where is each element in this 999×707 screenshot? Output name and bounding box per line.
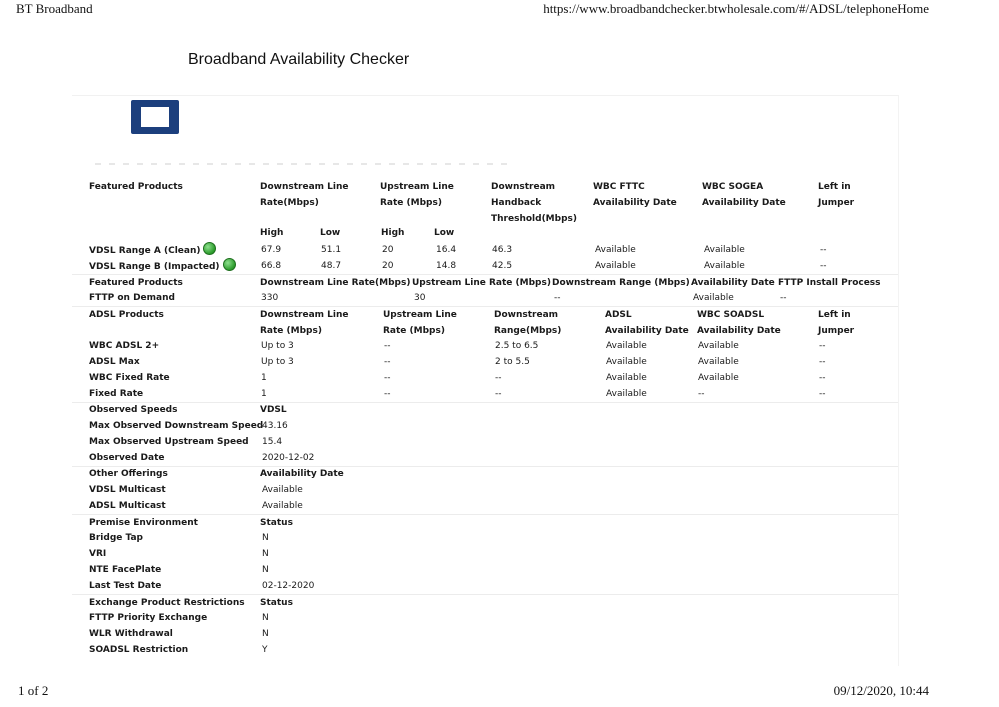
- table-cell: 2020-12-02: [262, 453, 315, 463]
- col-header-left-in-jumper: Left in Jumper: [818, 182, 855, 208]
- col-header-sogea-date: WBC SOGEA Availability Date: [702, 182, 786, 208]
- table-cell: 30: [414, 293, 426, 303]
- table-cell: N: [262, 565, 269, 575]
- table-cell: N: [262, 613, 269, 623]
- product-name: VDSL Range B (Impacted): [89, 262, 220, 272]
- col-header-left-in-jumper: Left in Jumper: [818, 310, 855, 336]
- table-row-label: Observed Date: [89, 453, 165, 463]
- table-cell: 66.8: [261, 261, 282, 271]
- table-cell: Available: [606, 373, 647, 383]
- col-header-availability-date: Availability Date: [260, 469, 344, 479]
- table-cell: --: [698, 389, 705, 399]
- table-cell: N: [262, 549, 269, 559]
- table-cell: 20: [382, 261, 394, 271]
- table-cell: 42.5: [492, 261, 513, 271]
- col-header-upstream: Upstream Line Rate (Mbps): [380, 182, 454, 208]
- table-cell: Available: [704, 245, 745, 255]
- table-cell: 20: [382, 245, 394, 255]
- col-header-status: Status: [260, 518, 293, 528]
- table-cell: Up to 3: [261, 341, 294, 351]
- table-row-label: Last Test Date: [89, 581, 162, 591]
- table-cell: --: [780, 293, 787, 303]
- table-cell: 16.4: [436, 245, 457, 255]
- status-indicator-icon: [223, 258, 236, 271]
- col-header-downstream-range: Downstream Range(Mbps): [494, 310, 562, 336]
- row-divider: [72, 402, 898, 403]
- col-header-product: Featured Products: [89, 278, 183, 288]
- table-cell: 2 to 5.5: [495, 357, 530, 367]
- table-row-label: Max Observed Upstream Speed: [89, 437, 249, 447]
- table-row-label: [89, 258, 236, 275]
- col-header-upstream: Upstream Line Rate (Mbps): [383, 310, 457, 336]
- table-cell: Available: [262, 501, 303, 511]
- page-title: Broadband Availability Checker: [188, 51, 410, 68]
- col-header-soadsl-availability: WBC SOADSL Availability Date: [697, 310, 781, 336]
- table-cell: 46.3: [492, 245, 513, 255]
- table-row-label: Max Observed Downstream Speed: [89, 421, 264, 431]
- product-name: VDSL Range A (Clean): [89, 246, 201, 256]
- table-cell: --: [495, 373, 502, 383]
- table-cell: --: [384, 341, 391, 351]
- col-header-downstream: Downstream Line Rate (Mbps): [260, 310, 349, 336]
- table-cell: --: [384, 357, 391, 367]
- table-row-label: ADSL Multicast: [89, 501, 166, 511]
- print-header-title: BT Broadband: [16, 1, 93, 16]
- table-cell: 15.4: [262, 437, 283, 447]
- print-timestamp: 09/12/2020, 10:44: [833, 683, 929, 698]
- col-header-install-process: FTTP Install Process: [778, 278, 881, 288]
- col-header-status: Status: [260, 598, 293, 608]
- table-cell: Available: [606, 357, 647, 367]
- table-row-label: FTTP Priority Exchange: [89, 613, 208, 623]
- section-header-other-offerings: Other Offerings: [89, 469, 168, 479]
- table-cell: Available: [698, 341, 739, 351]
- table-cell: --: [820, 261, 827, 271]
- table-cell: 48.7: [321, 261, 342, 271]
- table-cell: --: [819, 389, 826, 399]
- col-header-downstream-range: Downstream Range (Mbps): [552, 278, 690, 288]
- col-header-handback-threshold: Downstream Handback Threshold(Mbps): [491, 182, 577, 224]
- section-header-observed-speeds: Observed Speeds: [89, 405, 178, 415]
- table-row-label: Fixed Rate: [89, 389, 144, 399]
- table-cell: --: [820, 245, 827, 255]
- table-cell: 2.5 to 6.5: [495, 341, 539, 351]
- row-divider: [72, 466, 898, 467]
- col-header-product: ADSL Products: [89, 310, 164, 320]
- subheader-high: High: [260, 228, 284, 238]
- section-header-exchange-restrictions: Exchange Product Restrictions: [89, 598, 245, 608]
- table-cell: 14.8: [436, 261, 457, 271]
- print-header-url[interactable]: https://www.broadbandchecker.btwholesale.com/#/ADSL/telephoneHome: [543, 1, 929, 16]
- table-cell: N: [262, 533, 269, 543]
- col-header-downstream: Downstream Line Rate(Mbps): [260, 278, 411, 288]
- table-cell: --: [384, 373, 391, 383]
- table-cell: 330: [261, 293, 279, 303]
- table-cell: Available: [698, 357, 739, 367]
- divider: [95, 163, 515, 165]
- table-cell: 43.16: [262, 421, 288, 431]
- table-row-label: WBC Fixed Rate: [89, 373, 170, 383]
- bt-logo-icon: [131, 100, 179, 134]
- table-cell: Available: [595, 245, 636, 255]
- table-cell: --: [819, 373, 826, 383]
- table-cell: --: [554, 293, 561, 303]
- table-cell: --: [384, 389, 391, 399]
- table-cell: Up to 3: [261, 357, 294, 367]
- table-cell: N: [262, 629, 269, 639]
- table-cell: Available: [606, 389, 647, 399]
- table-cell: Available: [595, 261, 636, 271]
- table-row-label: NTE FacePlate: [89, 565, 162, 575]
- table-cell: Available: [693, 293, 734, 303]
- table-row-label: FTTP on Demand: [89, 293, 175, 303]
- subheader-low: Low: [320, 228, 341, 238]
- status-indicator-icon: [203, 242, 216, 255]
- col-header-fttc-date: WBC FTTC Availability Date: [593, 182, 677, 208]
- table-cell: Available: [704, 261, 745, 271]
- table-row-label: Bridge Tap: [89, 533, 143, 543]
- table-cell: 51.1: [321, 245, 342, 255]
- table-cell: Available: [606, 341, 647, 351]
- col-header-upstream: Upstream Line Rate (Mbps): [412, 278, 551, 288]
- table-cell: 1: [261, 373, 267, 383]
- subheader-high: High: [381, 228, 405, 238]
- table-cell: Available: [262, 485, 303, 495]
- col-header-vdsl: VDSL: [260, 405, 287, 415]
- col-header-availability-date: Availability Date: [691, 278, 775, 288]
- col-header-product: Featured Products: [89, 182, 183, 192]
- section-header-premise-environment: Premise Environment: [89, 518, 198, 528]
- table-row-label: VDSL Multicast: [89, 485, 166, 495]
- table-row-label: SOADSL Restriction: [89, 645, 189, 655]
- table-row-label: ADSL Max: [89, 357, 140, 367]
- table-cell: Available: [698, 373, 739, 383]
- table-row-label: [89, 242, 216, 259]
- table-cell: --: [819, 357, 826, 367]
- table-row-label: VRI: [89, 549, 107, 559]
- table-cell: --: [819, 341, 826, 351]
- subheader-low: Low: [434, 228, 455, 238]
- table-cell: 1: [261, 389, 267, 399]
- table-cell: --: [495, 389, 502, 399]
- table-row-label: WLR Withdrawal: [89, 629, 173, 639]
- table-cell: 67.9: [261, 245, 282, 255]
- col-header-downstream: Downstream Line Rate(Mbps): [260, 182, 349, 208]
- table-cell: 02-12-2020: [262, 581, 315, 591]
- print-page-number: 1 of 2: [18, 683, 49, 698]
- table-row-label: WBC ADSL 2+: [89, 341, 160, 351]
- table-cell: Y: [262, 645, 268, 655]
- col-header-adsl-availability: ADSL Availability Date: [605, 310, 689, 336]
